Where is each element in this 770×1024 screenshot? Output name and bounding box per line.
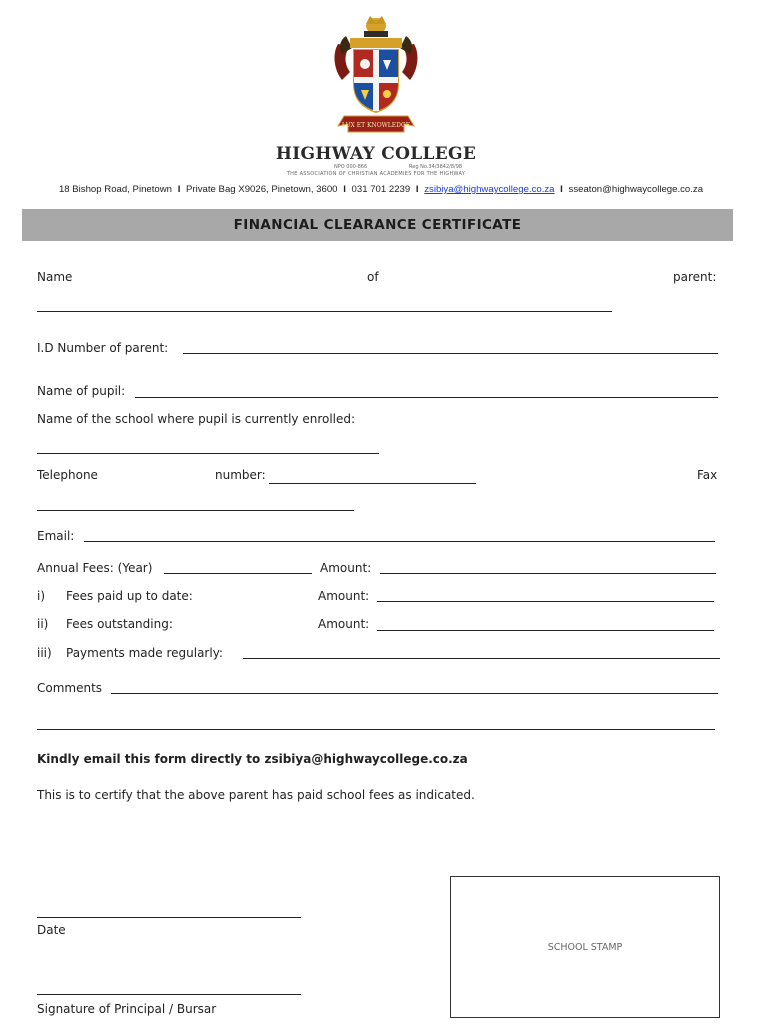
certify-statement: This is to certify that the above parent has paid school fees as indicated.: [37, 788, 475, 802]
payments-number: iii): [37, 646, 52, 660]
fees-outstanding-label: Fees outstanding:: [66, 617, 173, 631]
telephone-field[interactable]: [269, 483, 476, 484]
association-line: THE ASSOCIATION OF CHRISTIAN ACADEMIES FOR THE HIGHWAY: [286, 171, 466, 177]
school-stamp-box: [450, 876, 720, 1018]
college-crest-logo: [330, 14, 422, 138]
separator: I: [343, 184, 346, 195]
amount-label: Amount:: [318, 589, 370, 603]
fees-paid-label: Fees paid up to date:: [66, 589, 193, 603]
date-field[interactable]: [37, 917, 301, 918]
comments-label: Comments: [37, 681, 103, 695]
fax-field[interactable]: [37, 510, 354, 511]
fees-outstanding-number: ii): [37, 617, 49, 631]
payments-label: Payments made regularly:: [66, 646, 223, 660]
amount-label: Amount:: [318, 617, 370, 631]
telephone-label: Telephone: [37, 468, 98, 482]
annual-amount-field[interactable]: [380, 573, 716, 574]
fax-label: Fax: [697, 468, 718, 482]
id-number-label: I.D Number of parent:: [37, 341, 169, 355]
crest-banner-text: LUX ET KNOWLEDGE: [341, 122, 411, 129]
parent-label: parent:: [673, 270, 717, 284]
signature-label: Signature of Principal / Bursar: [37, 1002, 217, 1016]
fees-paid-amount-field[interactable]: [377, 601, 714, 602]
college-name: HIGHWAY COLLEGE: [275, 144, 477, 164]
alt-email-text: sseaton@highwaycollege.co.za: [568, 184, 704, 195]
comments-field[interactable]: [111, 693, 718, 694]
comments-field-line-2[interactable]: [37, 729, 715, 730]
annual-fees-label: Annual Fees: (Year): [37, 561, 153, 575]
form-title-bar: [22, 209, 733, 241]
fees-paid-number: i): [37, 589, 46, 603]
contact-line: [0, 184, 762, 195]
phone-text: 031 701 2239: [351, 184, 411, 195]
email-field[interactable]: [84, 541, 715, 542]
school-label: Name of the school where pupil is currently enrolled:: [37, 412, 356, 426]
pupil-name-label: Name of pupil:: [37, 384, 126, 398]
registration-number: Reg No.34/3842/8/98: [409, 164, 463, 170]
separator: I: [415, 184, 419, 195]
school-field[interactable]: [37, 453, 379, 454]
payments-field[interactable]: [243, 658, 720, 659]
year-field[interactable]: [164, 573, 312, 574]
email-instruction: Kindly email this form directly to zsibiya@highwaycollege.co.za: [37, 752, 468, 766]
date-label: Date: [37, 923, 66, 937]
number-label: number:: [215, 468, 266, 482]
signature-field[interactable]: [37, 994, 301, 995]
name-label: Name: [37, 270, 73, 284]
email-label: Email:: [37, 529, 75, 543]
email-link[interactable]: zsibiya@highwaycollege.co.za: [424, 184, 555, 195]
amount-label: Amount:: [320, 561, 372, 575]
po-box-text: Private Bag X9026, Pinetown, 3600: [186, 184, 338, 195]
address-text: 18 Bishop Road, Pinetown: [58, 184, 173, 195]
pupil-name-field[interactable]: [135, 397, 718, 398]
parent-name-field[interactable]: [37, 311, 612, 312]
npo-number: NPO 000-866: [334, 164, 368, 170]
separator: I: [177, 184, 181, 195]
form-title: FINANCIAL CLEARANCE CERTIFICATE: [233, 217, 522, 233]
separator: I: [560, 184, 563, 195]
of-label: of: [367, 270, 379, 284]
fees-outstanding-amount-field[interactable]: [377, 630, 714, 631]
school-stamp-label: SCHOOL STAMP: [547, 941, 623, 953]
id-number-field[interactable]: [183, 353, 718, 354]
